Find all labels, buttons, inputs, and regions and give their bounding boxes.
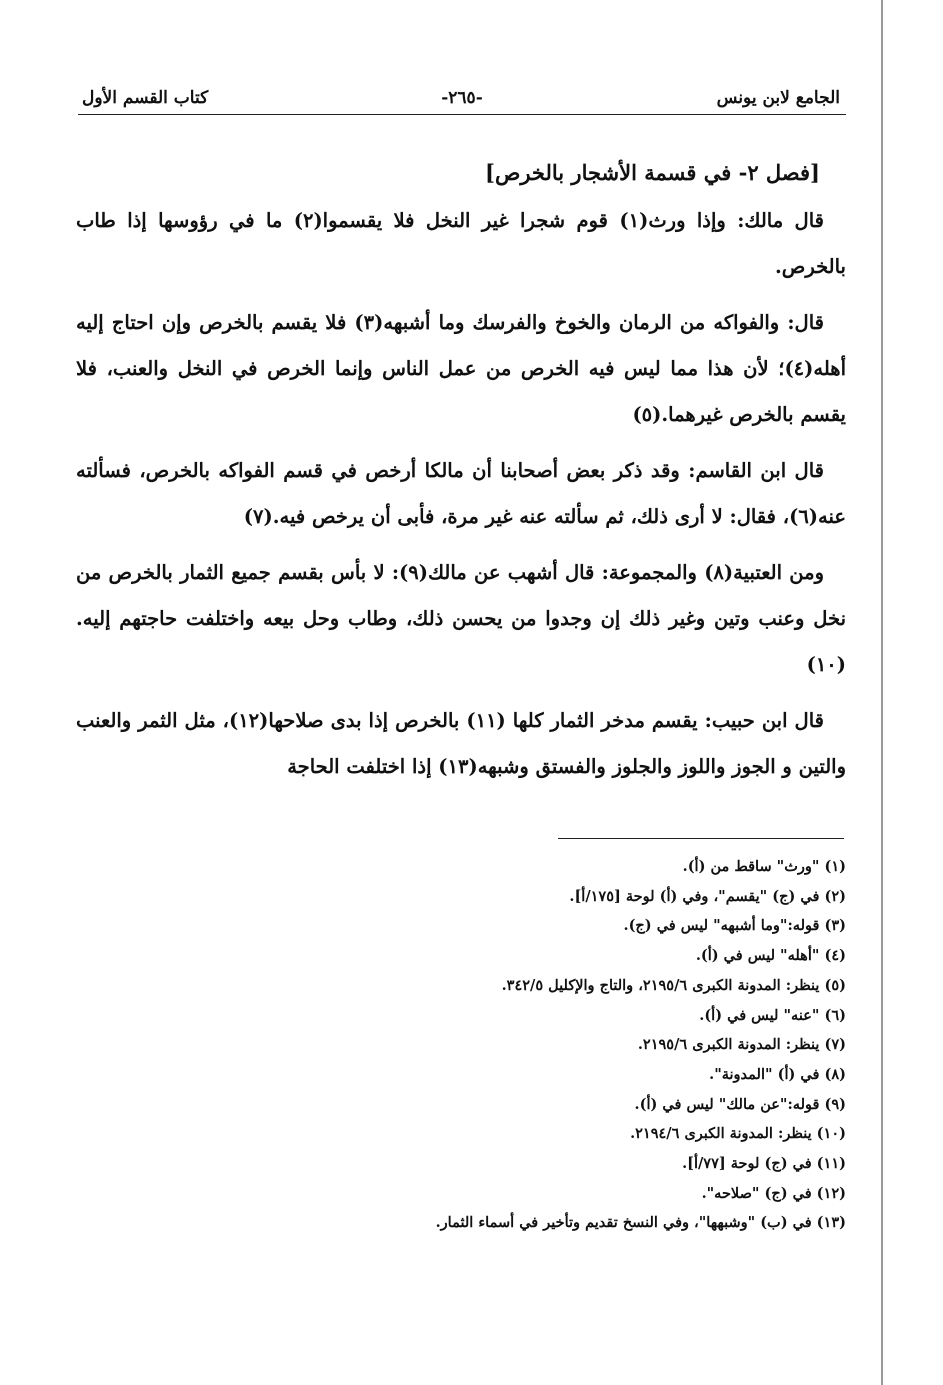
footnote-divider <box>558 838 844 839</box>
footnote-13: (١٣) في (ب) "وشبهها"، وفي النسخ تقديم وتأخير في أسماء الثمار. <box>435 1214 846 1232</box>
page-number: -٢٦٥- <box>441 88 483 108</box>
book-title: الجامع لابن يونس <box>716 88 840 108</box>
main-text <box>76 150 846 800</box>
footnote-10: (١٠) ينظر: المدونة الكبرى ٢١٩٤/٦. <box>630 1125 846 1143</box>
footnote-8: (٨) في (أ) "المدونة". <box>709 1065 846 1083</box>
footnote-3: (٣) قوله:"وما أشبهه" ليس في (ج). <box>623 917 846 935</box>
paragraph-2: قال: والفواكه من الرمان والخوخ والفرسك وما أشبهه(٣) فلا يقسم بالخرص وإن احتاج إليه أهله(٤)؛ لأن هذا مما ليس فيه الخرص من عمل الناس وإنما الخرص في النخل والعنب، فلا يقسم بالخرص غيرهما.(٥) <box>76 311 846 426</box>
footnote-5: (٥) ينظر: المدونة الكبرى ٢١٩٥/٦، والتاج والإكليل ٣٤٢/٥. <box>501 976 846 994</box>
footnote-9: (٩) قوله:"عن مالك" ليس في (أ). <box>634 1095 846 1113</box>
running-header <box>78 78 846 115</box>
footnote-7: (٧) ينظر: المدونة الكبرى ٢١٩٥/٦. <box>637 1036 846 1054</box>
paragraph-3: قال ابن القاسم: وقد ذكر بعض أصحابنا أن مالكا أرخص في قسم الفواكه بالخرص، فسألته عنه(٦)، فقال: لا أرى ذلك، ثم سألته عنه غير مرة، فأبى أن يرخص فيه.(٧) <box>76 459 846 528</box>
paragraph-4: ومن العتبية(٨) والمجموعة: قال أشهب عن مالك(٩): لا بأس بقسم جميع الثمار بالخرص من نخل وعنب وتين وغير ذلك إن وجدوا من يحسن ذلك، وطاب وحل بيعه واختلفت حاجتهم إليه.(١٠) <box>76 561 846 676</box>
footnote-6: (٦) "عنه" ليس في (أ). <box>699 1006 846 1024</box>
footnote-2: (٢) في (ج) "يقسم"، وفي (أ) لوحة [١٧٥/أ]. <box>569 887 846 905</box>
paragraph-1: قال مالك: وإذا ورث(١) قوم شجرا غير النخل فلا يقسموا(٢) ما في رؤوسها إذا طاب بالخرص. <box>76 209 846 278</box>
footnote-11: (١١) في (ج) لوحة [٧٧/أ]. <box>682 1155 846 1173</box>
footnotes <box>300 852 846 1238</box>
footnote-4: (٤) "أهله" ليس في (أ). <box>695 947 846 965</box>
chapter-heading: [فصل ٢- في قسمة الأشجار بالخرص] <box>485 160 820 185</box>
paragraph-5: قال ابن حبيب: يقسم مدخر الثمار كلها (١١) بالخرص إذا بدى صلاحها(١٢)، مثل الثمر والعنب والتين و الجوز واللوز والجلوز والفستق وشبهه(١٣) إذا اختلفت الحاجة <box>76 709 846 778</box>
page-edge-line <box>881 0 883 1385</box>
section-title: كتاب القسم الأول <box>82 88 209 108</box>
footnote-12: (١٢) في (ج) "صلاحه". <box>701 1184 846 1202</box>
footnote-1: (١) "ورث" ساقط من (أ). <box>682 858 846 875</box>
